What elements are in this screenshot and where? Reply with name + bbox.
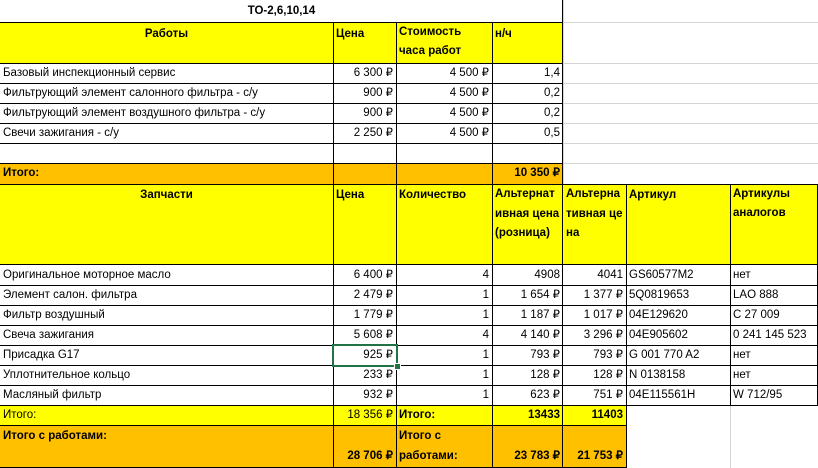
parts-row-4-article: 04E905602 bbox=[629, 329, 688, 341]
works-row-2-price: 900 ₽ bbox=[363, 87, 393, 99]
works-row-4-price: 2 250 ₽ bbox=[353, 127, 393, 139]
parts-row-4-alt-retail: 4 140 ₽ bbox=[520, 329, 560, 341]
fill-handle[interactable] bbox=[394, 363, 401, 370]
parts-row-5-name: Присадка G17 bbox=[3, 349, 80, 361]
works-row-3-hours: 0,2 bbox=[544, 107, 560, 119]
parts-header-alt: Альтернативная цена bbox=[566, 188, 623, 239]
parts-row-2-article: 5Q0819653 bbox=[629, 289, 690, 301]
works-total-value: 10 350 ₽ bbox=[514, 167, 560, 179]
parts-total-label: Итого: bbox=[3, 409, 37, 421]
parts-row-2-alt: 1 377 ₽ bbox=[583, 289, 623, 301]
parts-row-6-price: 233 ₽ bbox=[363, 369, 393, 381]
parts-row-1-price: 6 400 ₽ bbox=[353, 269, 393, 281]
parts-row-6-alt: 128 ₽ bbox=[593, 369, 623, 381]
parts-total-alt: 11403 bbox=[591, 409, 623, 421]
parts-row-5-qty: 1 bbox=[482, 349, 489, 361]
parts-row-3-alt: 1 017 ₽ bbox=[583, 309, 623, 321]
parts-row-6-analogs: нет bbox=[733, 369, 751, 381]
parts-row-5-price: 925 ₽ bbox=[363, 349, 393, 361]
grand-total-alt: 21 753 ₽ bbox=[577, 450, 623, 462]
parts-row-4-analogs: 0 241 145 523 bbox=[733, 329, 807, 341]
parts-row-5-alt: 793 ₽ bbox=[593, 349, 623, 361]
parts-row-6-name: Уплотнительное кольцо bbox=[3, 369, 131, 381]
parts-header-alt-retail: Альтернативная цена (розница) bbox=[495, 188, 560, 239]
works-row-2-rate: 4 500 ₽ bbox=[449, 87, 489, 99]
works-row-1-hours: 1,4 bbox=[544, 67, 560, 79]
grand-total-label-2: Итого с работами: bbox=[399, 430, 458, 462]
parts-row-1-alt: 4041 bbox=[597, 269, 623, 281]
parts-row-6-alt-retail: 128 ₽ bbox=[530, 369, 560, 381]
selected-cell[interactable] bbox=[332, 344, 398, 367]
works-row-1-rate: 4 500 ₽ bbox=[449, 67, 489, 79]
parts-header-analogs: Артикулы аналогов bbox=[733, 188, 791, 219]
parts-row-4-price: 5 608 ₽ bbox=[353, 329, 393, 341]
parts-row-7-qty: 1 bbox=[482, 389, 489, 401]
works-row-2-name: Фильтрующий элемент салонного фильтра - с/у bbox=[3, 87, 258, 99]
works-row-4-hours: 0,5 bbox=[544, 127, 560, 139]
parts-row-3-analogs: C 27 009 bbox=[733, 309, 780, 321]
parts-total-price: 18 356 ₽ bbox=[347, 409, 393, 421]
parts-row-7-article: 04E115561H bbox=[629, 389, 696, 401]
parts-row-6-article: N 0138158 bbox=[629, 369, 686, 381]
works-row-3-name: Фильтрующий элемент воздушного фильтра - с/у bbox=[3, 107, 266, 119]
parts-row-1-article: GS60577M2 bbox=[629, 269, 694, 281]
works-row-1-name: Базовый инспекционный сервис bbox=[3, 67, 176, 79]
parts-row-7-price: 932 ₽ bbox=[363, 389, 393, 401]
parts-row-1-alt-retail: 4908 bbox=[534, 269, 560, 281]
parts-row-3-alt-retail: 1 187 ₽ bbox=[520, 309, 560, 321]
works-row-4-rate: 4 500 ₽ bbox=[449, 127, 489, 139]
works-row-3-rate: 4 500 ₽ bbox=[449, 107, 489, 119]
works-header-price: Цена bbox=[336, 28, 365, 40]
parts-row-3-article: 04E129620 bbox=[629, 309, 688, 321]
parts-row-5-article: G 001 770 A2 bbox=[629, 349, 700, 361]
parts-row-6-qty: 1 bbox=[482, 369, 489, 381]
parts-row-4-alt: 3 296 ₽ bbox=[583, 329, 623, 341]
parts-total-label-2: Итого: bbox=[399, 409, 436, 421]
parts-row-7-analogs: W 712/95 bbox=[733, 389, 783, 401]
parts-row-3-qty: 1 bbox=[482, 309, 489, 321]
works-total-label: Итого: bbox=[3, 167, 40, 179]
parts-header-qty: Количество bbox=[399, 189, 467, 201]
parts-row-7-alt: 751 ₽ bbox=[593, 389, 623, 401]
works-header-jobs: Работы bbox=[144, 28, 189, 40]
works-header-norm-hours: н/ч bbox=[495, 28, 512, 40]
parts-row-5-alt-retail: 793 ₽ bbox=[530, 349, 560, 361]
parts-total-alt-retail: 13433 bbox=[528, 409, 560, 421]
parts-row-2-price: 2 479 ₽ bbox=[353, 289, 393, 301]
parts-row-2-alt-retail: 1 654 ₽ bbox=[520, 289, 560, 301]
parts-row-1-qty: 4 bbox=[482, 269, 489, 281]
parts-header-price: Цена bbox=[336, 189, 365, 201]
grand-total-value: 28 706 ₽ bbox=[347, 450, 393, 462]
parts-header-article: Артикул bbox=[629, 189, 677, 201]
parts-header-parts: Запчасти bbox=[140, 189, 193, 201]
parts-row-5-analogs: нет bbox=[733, 349, 751, 361]
works-row-1-price: 6 300 ₽ bbox=[353, 67, 393, 79]
parts-row-4-qty: 4 bbox=[482, 329, 489, 341]
sheet-title: ТО-2,6,10,14 bbox=[247, 5, 316, 17]
parts-row-7-name: Масляный фильтр bbox=[3, 389, 102, 401]
parts-row-7-alt-retail: 623 ₽ bbox=[530, 389, 560, 401]
parts-row-3-price: 1 779 ₽ bbox=[353, 309, 393, 321]
works-row-3-price: 900 ₽ bbox=[363, 107, 393, 119]
parts-row-1-name: Оригинальное моторное масло bbox=[3, 269, 171, 281]
works-header-hour-cost: Стоимость часа работ bbox=[399, 26, 462, 57]
parts-row-2-analogs: LAO 888 bbox=[733, 289, 779, 301]
parts-row-1-analogs: нет bbox=[733, 269, 751, 281]
works-row-2-hours: 0,2 bbox=[544, 87, 560, 99]
works-row-4-name: Свечи зажигания - с/у bbox=[3, 127, 119, 139]
grand-total-alt-retail: 23 783 ₽ bbox=[514, 450, 560, 462]
parts-row-4-name: Свеча зажигания bbox=[3, 329, 95, 341]
grand-total-label: Итого с работами: bbox=[3, 430, 107, 442]
parts-row-3-name: Фильтр воздушный bbox=[3, 309, 105, 321]
parts-row-2-name: Элемент салон. фильтра bbox=[3, 289, 137, 301]
parts-row-2-qty: 1 bbox=[482, 289, 489, 301]
